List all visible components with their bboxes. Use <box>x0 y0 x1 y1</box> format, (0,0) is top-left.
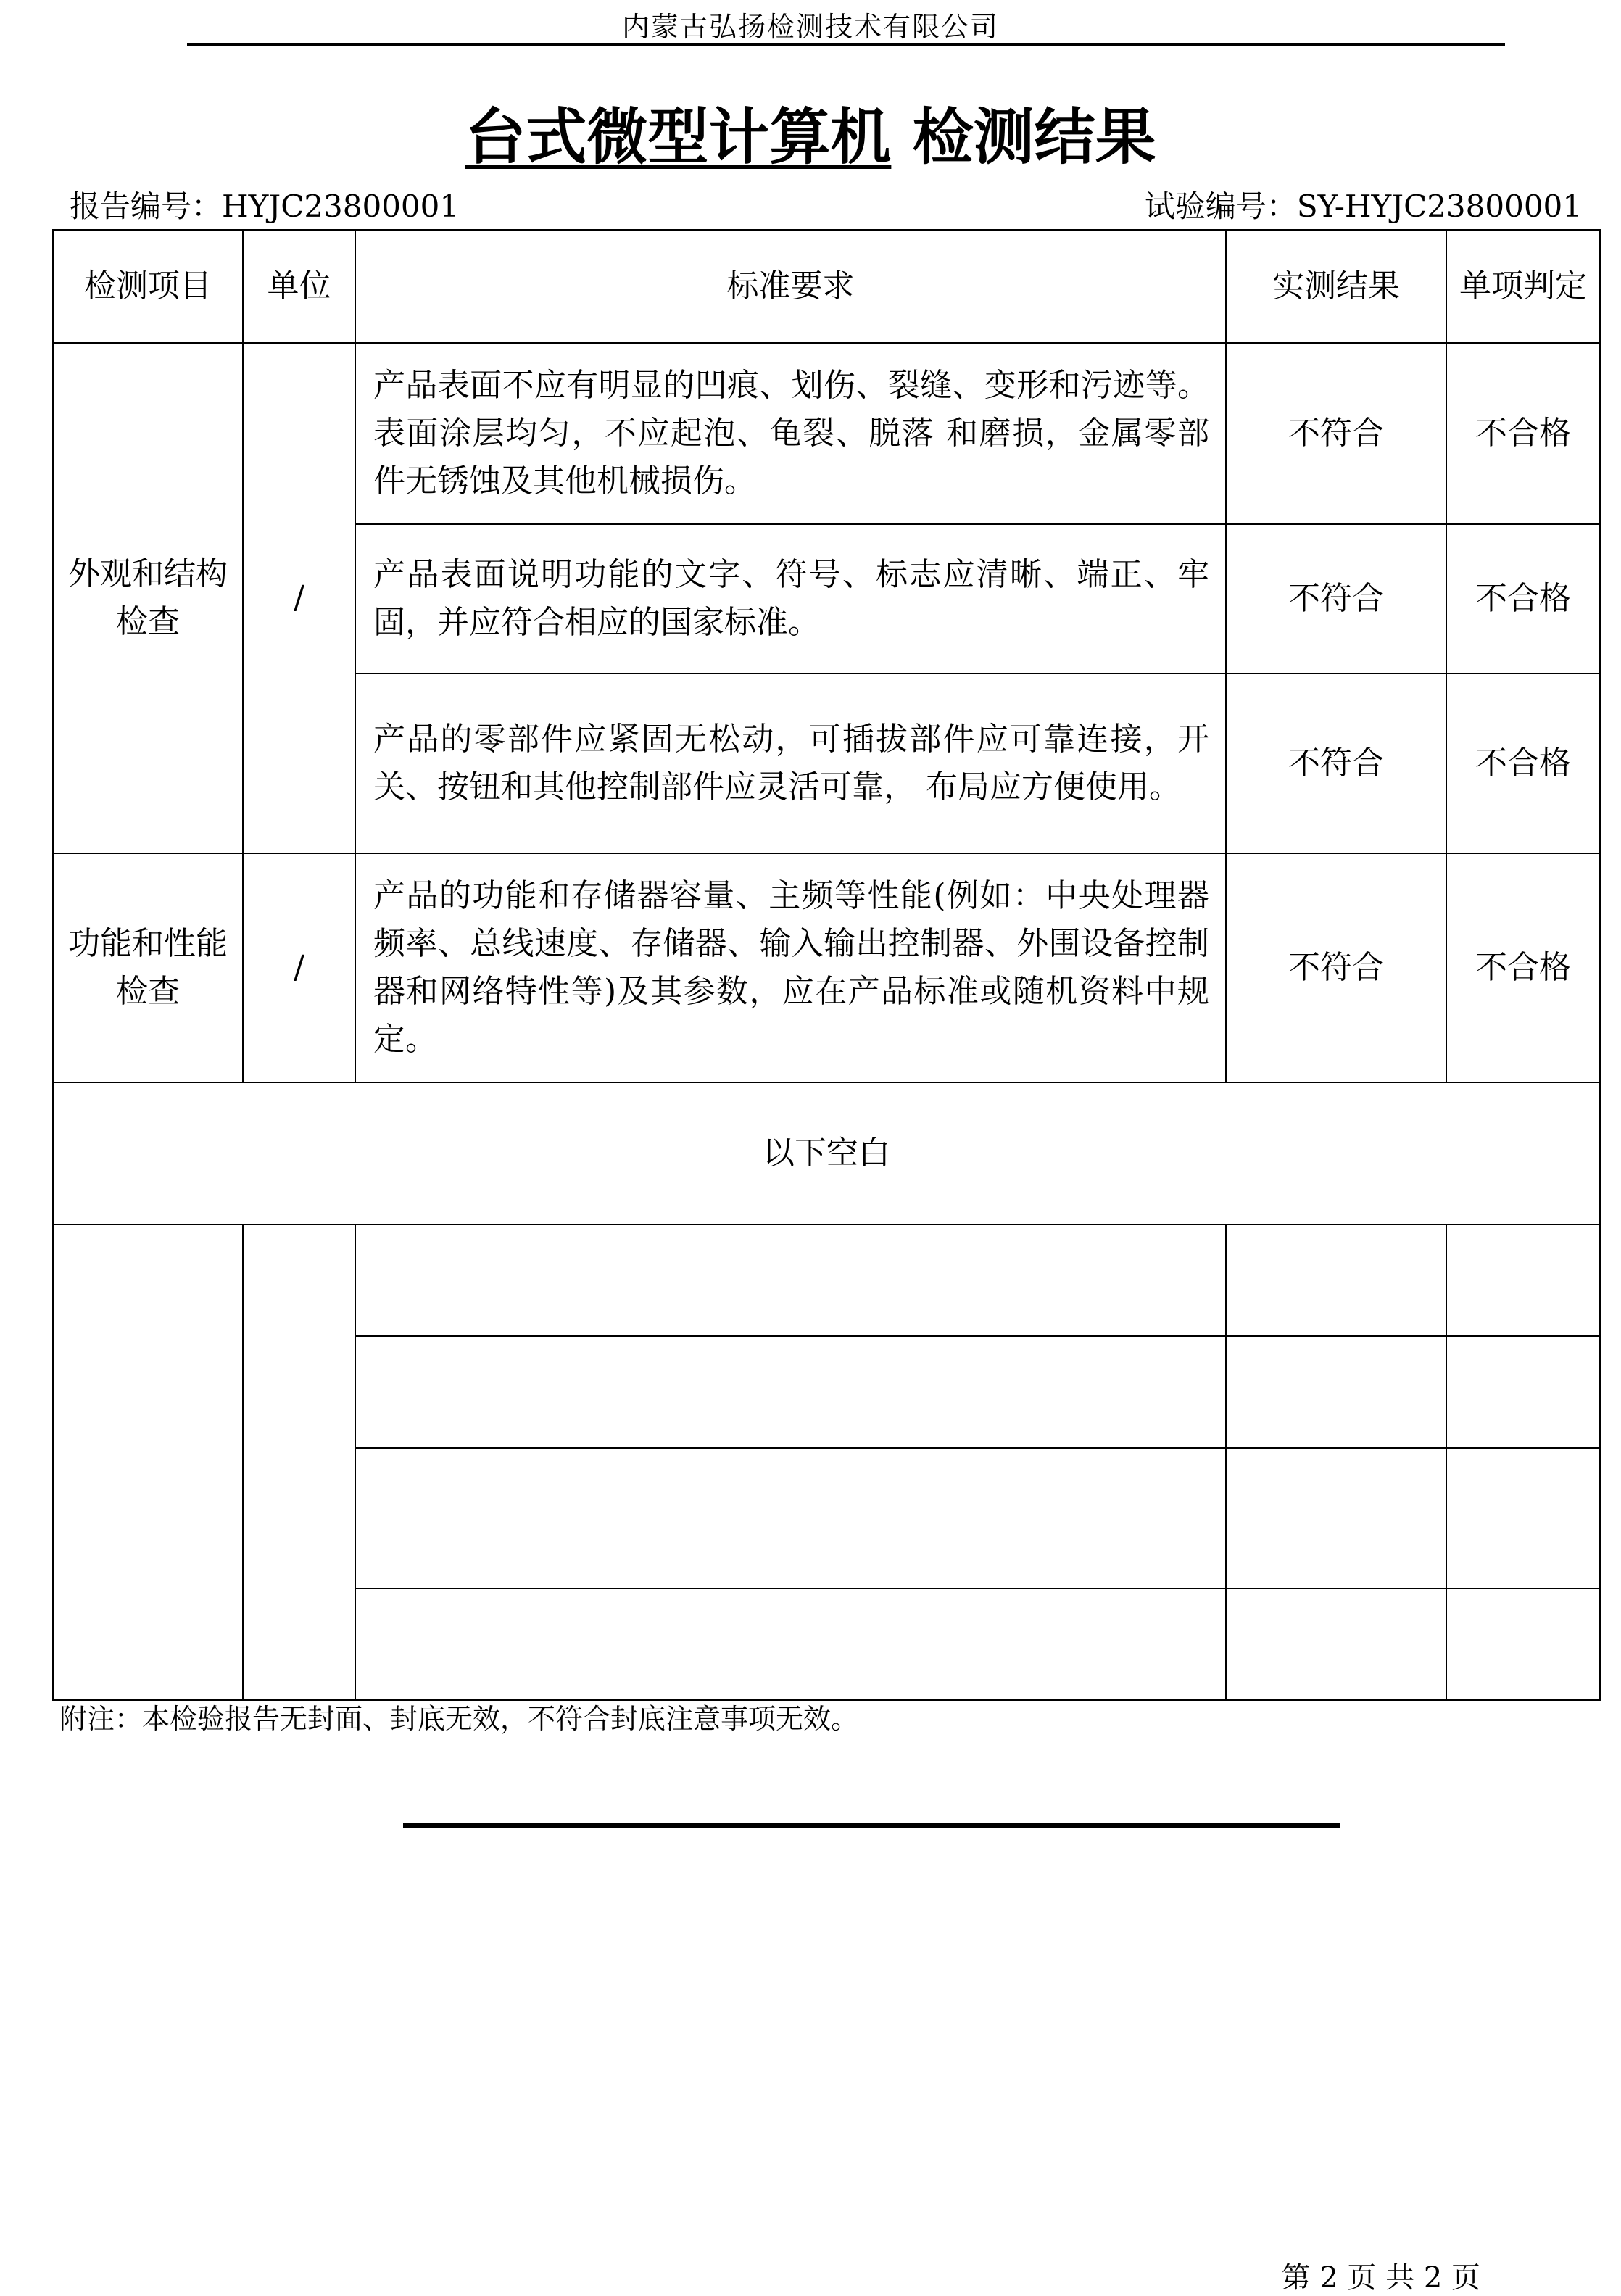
page-number: 第 2 页 共 2 页 <box>1281 2261 1480 2295</box>
result-cell: 不符合 <box>1226 674 1446 853</box>
blank-note: 以下空白 <box>53 1082 1600 1224</box>
header-cell-requirement: 标准要求 <box>355 230 1226 343</box>
item-cell: 功能和性能检查 <box>53 853 243 1082</box>
unit-cell: / <box>243 343 355 853</box>
empty-cell <box>355 1336 1226 1448</box>
footnote: 附注：本检验报告无封面、封底无效，不符合封底注意事项无效。 <box>59 1703 859 1735</box>
empty-cell <box>355 1448 1226 1588</box>
blank-note-row <box>53 1082 1600 1224</box>
header-cell-item: 检测项目 <box>53 230 243 343</box>
empty-cell <box>1226 1588 1446 1700</box>
item-cell: 外观和结构检查 <box>53 343 243 853</box>
header-cell-verdict: 单项判定 <box>1446 230 1600 343</box>
verdict-cell: 不合格 <box>1446 524 1600 674</box>
report-number: 报告编号：HYJC23800001 <box>70 188 460 224</box>
empty-cell <box>355 1224 1226 1336</box>
results-table <box>52 229 1601 1701</box>
result-cell: 不符合 <box>1226 524 1446 674</box>
table-row <box>53 343 1600 524</box>
empty-cell <box>355 1588 1226 1700</box>
verdict-cell: 不合格 <box>1446 343 1600 524</box>
empty-cell <box>243 1224 355 1700</box>
empty-cell <box>1446 1448 1600 1588</box>
header-rule <box>187 43 1505 46</box>
requirement-cell: 产品表面说明功能的文字、符号、标志应清晰、端正、牢固，并应符合相应的国家标准。 <box>355 524 1226 674</box>
requirement-cell: 产品的功能和存储器容量、主频等性能(例如：中央处理器频率、总线速度、存储器、输入输出控制器、外围设备控制器和网络特性等)及其参数，应在产品标准或随机资料中规定。 <box>355 853 1226 1082</box>
empty-cell <box>1446 1336 1600 1448</box>
table-row <box>53 853 1600 1082</box>
verdict-cell: 不合格 <box>1446 853 1600 1082</box>
end-rule <box>403 1823 1340 1828</box>
header-cell-unit: 单位 <box>243 230 355 343</box>
company-name: 内蒙古弘扬检测技术有限公司 <box>621 11 999 43</box>
product-name: 台式微型计算机 <box>465 101 892 173</box>
empty-cell <box>1226 1448 1446 1588</box>
empty-cell <box>53 1224 243 1700</box>
page-title <box>0 88 1621 176</box>
table-header-row <box>53 230 1600 343</box>
requirement-cell: 产品的零部件应紧固无松动，可插拔部件应可靠连接，开关、按钮和其他控制部件应灵活可靠， 布局应方便使用。 <box>355 674 1226 853</box>
verdict-cell: 不合格 <box>1446 674 1600 853</box>
empty-row <box>53 1224 1600 1336</box>
header-cell-result: 实测结果 <box>1226 230 1446 343</box>
empty-cell <box>1446 1224 1600 1336</box>
requirement-cell: 产品表面不应有明显的凹痕、划伤、裂缝、变形和污迹等。表面涂层均匀，不应起泡、龟裂、脱落 和磨损，金属零部件无锈蚀及其他机械损伤。 <box>355 343 1226 524</box>
result-cell: 不符合 <box>1226 853 1446 1082</box>
test-number: 试验编号：SY-HYJC23800001 <box>1144 188 1582 224</box>
result-cell: 不符合 <box>1226 343 1446 524</box>
empty-cell <box>1226 1336 1446 1448</box>
empty-cell <box>1446 1588 1600 1700</box>
empty-cell <box>1226 1224 1446 1336</box>
title-suffix: 检测结果 <box>912 101 1156 173</box>
unit-cell: / <box>243 853 355 1082</box>
